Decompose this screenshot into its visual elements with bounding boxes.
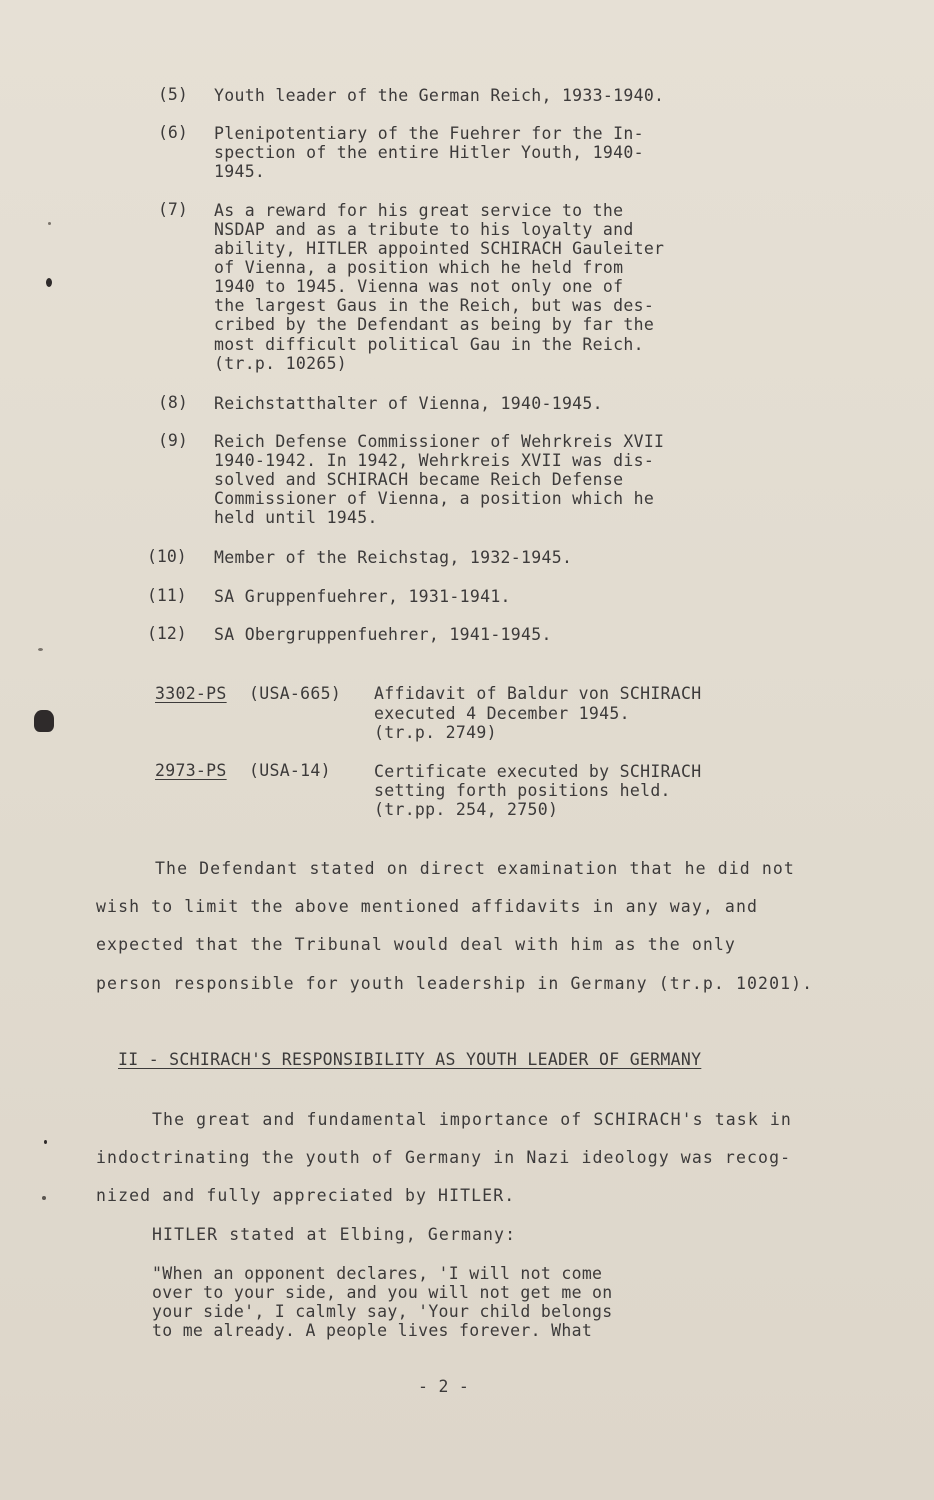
exhibit-number: (USA-14) [249, 761, 331, 780]
item-line: Commissioner of Vienna, a position which he [214, 489, 655, 508]
item-line: 1940-1942. In 1942, Wehrkreis XVII was dis- [214, 451, 655, 470]
margin-speck [48, 222, 51, 225]
document-description: (tr.p. 2749) [374, 723, 497, 742]
margin-speck [44, 1140, 47, 1144]
paragraph-line: expected that the Tribunal would deal with him as the only [96, 935, 736, 954]
margin-speck [38, 648, 43, 651]
quote-line: your side', I calmly say, 'Your child belongs [152, 1302, 613, 1321]
paragraph-line: nized and fully appreciated by HITLER. [96, 1186, 516, 1205]
paragraph-line: indoctrinating the youth of Germany in Nazi ideology was recog- [96, 1148, 792, 1167]
section-heading: II - SCHIRACH'S RESPONSIBILITY AS YOUTH LEADER OF GERMANY [118, 1050, 702, 1069]
item-number: (5) [158, 85, 188, 104]
paragraph-line: wish to limit the above mentioned affidavits in any way, and [96, 897, 759, 916]
item-line: (tr.p. 10265) [214, 354, 348, 373]
item-line: held until 1945. [214, 508, 378, 527]
item-line: SA Obergruppenfuehrer, 1941-1945. [214, 625, 552, 644]
paragraph-line: The Defendant stated on direct examination that he did not [155, 859, 795, 878]
item-line: the largest Gaus in the Reich, but was des- [214, 296, 655, 315]
item-line: SA Gruppenfuehrer, 1931-1941. [214, 587, 511, 606]
item-line: Youth leader of the German Reich, 1933-1940. [214, 86, 665, 105]
item-number: (12) [147, 624, 187, 643]
exhibit-number: (USA-665) [249, 684, 342, 703]
item-line: Reich Defense Commissioner of Wehrkreis XVII [214, 432, 665, 451]
document-ref: 2973-PS [155, 761, 227, 780]
item-line: spection of the entire Hitler Youth, 1940- [214, 143, 644, 162]
document-description: setting forth positions held. [374, 781, 671, 800]
item-number: (6) [158, 123, 188, 142]
margin-speck [46, 278, 52, 287]
paragraph-line: The great and fundamental importance of SCHIRACH's task in [152, 1110, 792, 1129]
document-description: Affidavit of Baldur von SCHIRACH [374, 684, 702, 703]
item-line: solved and SCHIRACH became Reich Defense [214, 470, 624, 489]
item-number: (10) [147, 547, 187, 566]
page-number: - 2 - [418, 1377, 470, 1396]
paragraph-line: person responsible for youth leadership in Germany (tr.p. 10201). [96, 974, 814, 993]
document-ref: 3302-PS [155, 684, 227, 703]
item-line: Reichstatthalter of Vienna, 1940-1945. [214, 394, 603, 413]
item-number: (8) [158, 393, 188, 412]
item-line: of Vienna, a position which he held from [214, 258, 624, 277]
quote-line: over to your side, and you will not get me on [152, 1283, 613, 1302]
item-line: As a reward for his great service to the [214, 201, 624, 220]
document-description: Certificate executed by SCHIRACH [374, 762, 702, 781]
document-description: executed 4 December 1945. [374, 704, 630, 723]
quote-line: "When an opponent declares, 'I will not come [152, 1264, 603, 1283]
hitler-intro: HITLER stated at Elbing, Germany: [152, 1225, 517, 1244]
document-description: (tr.pp. 254, 2750) [374, 800, 559, 819]
item-number: (7) [158, 200, 188, 219]
item-line: Member of the Reichstag, 1932-1945. [214, 548, 573, 567]
item-line: cribed by the Defendant as being by far the [214, 315, 655, 334]
item-line: most difficult political Gau in the Reich. [214, 335, 644, 354]
item-line: ability, HITLER appointed SCHIRACH Gauleiter [214, 239, 665, 258]
item-line: Plenipotentiary of the Fuehrer for the In- [214, 124, 644, 143]
item-number: (11) [147, 586, 187, 605]
margin-hole-mark [34, 710, 54, 732]
item-line: 1940 to 1945. Vienna was not only one of [214, 277, 624, 296]
margin-speck [42, 1196, 46, 1200]
item-line: NSDAP and as a tribute to his loyalty and [214, 220, 634, 239]
item-number: (9) [158, 431, 188, 450]
item-line: 1945. [214, 162, 266, 181]
quote-line: to me already. A people lives forever. What [152, 1321, 593, 1340]
